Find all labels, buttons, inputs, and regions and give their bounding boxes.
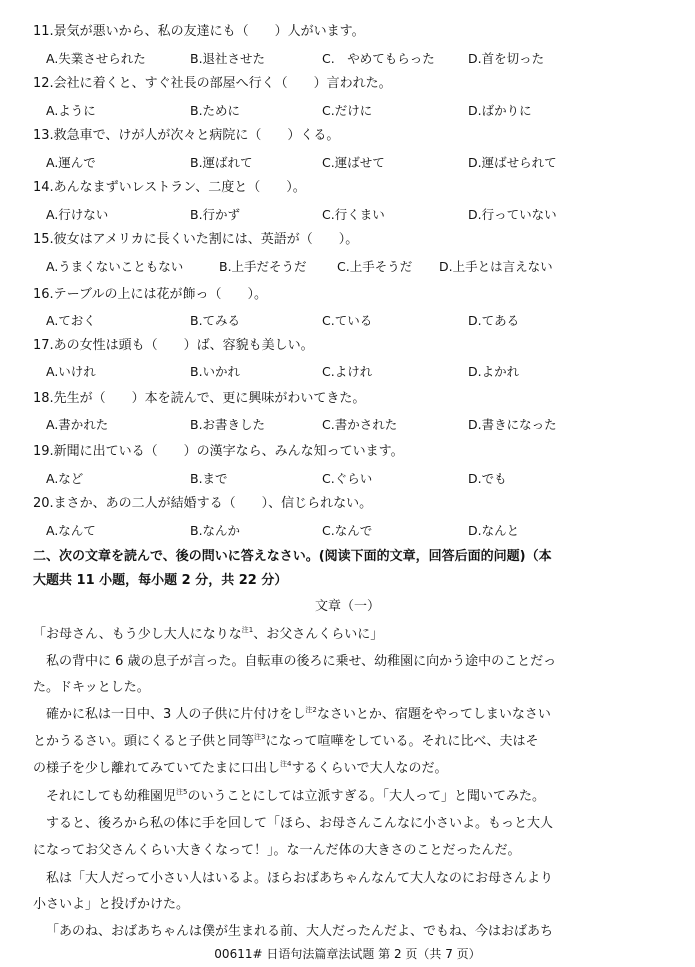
passage-title: 文章（一） [314,599,380,614]
passage-line-1: 「お母さん、もう少し大人になりな$^{注1}$、お父さんくらいに」 [33,626,384,642]
passage-line-10: 私は「大人だって小さい人はいるよ。ほらおばあちゃんなんて大人なのにお母さんより [46,871,554,886]
passage-line-4: 確かに私は一日中、3 人の子供に片付けをし$^{注2}$なさいとか、宿題をやってしまいなさい [46,706,551,722]
question-16: 16.テーブルの上には花が飾っ（ ）。 [33,287,268,302]
option-11-d: D.首を切った [468,51,545,66]
option-18-c: C.書かされた [322,417,398,432]
option-20-d: D.なんと [468,523,520,538]
footnote-3: 注3 [254,733,266,741]
option-14-b: B.行かず [190,207,241,222]
option-11-b: B.退社させた [190,51,266,66]
passage-line-6: の様子を少し離れてみていてたまに口出し$^{注4}$するくらいで大人なのだ。 [33,760,448,776]
question-13: 13.救急車で、けが人が次々と病院に（ ）くる。 [33,128,340,143]
option-19-b: B.まで [190,471,228,486]
option-20-c: C.なんで [322,523,373,538]
option-17-a: A.いけれ [46,364,96,379]
footnote-5: 注5 [176,788,188,796]
page-footer: 00611# 日语句法篇章法试题 第 2 页（共 7 页） [214,947,481,961]
question-14: 14.あんなまずいレストラン、二度と（ ）。 [33,180,306,195]
footnote-1: 注1 [241,626,254,634]
option-18-b: B.お書きした [190,417,266,432]
option-16-a: A.ておく [46,313,96,328]
passage-line-3: た。ドキッとした。 [33,680,150,695]
option-12-b: B.ために [190,103,241,118]
passage-line-12: 「あのね、おばあちゃんは僕が生まれる前、大人だったんだよ、でもね、今はおばあち [46,924,554,939]
option-18-d: D.書きになった [468,417,557,432]
option-14-d: D.行っていない [468,207,557,222]
option-20-b: B.なんか [190,523,241,538]
question-17: 17.あの女性は頭も（ ）ば、容貌も美しい。 [33,338,314,353]
option-19-c: C.ぐらい [322,471,373,486]
question-18: 18.先生が（ ）本を読んで、更に興味がわいてきた。 [33,391,366,406]
option-17-b: B.いかれ [190,364,241,379]
passage-line-9: になってお父さんくらい大きくなって！」。な一んだ体の大きさのことだったんだ。 [33,843,521,858]
option-17-c: C.よけれ [322,364,373,379]
option-15-c: C.上手そうだ [337,259,413,274]
option-17-d: D.よかれ [468,364,520,379]
option-13-a: A.運んで [46,155,96,170]
option-14-a: A.行けない [46,207,109,222]
option-11-c: C. やめてもらった [322,51,435,66]
question-19: 19.新聞に出ている（ ）の漢字なら、みんな知っています。 [33,444,404,459]
option-16-c: C.ている [322,313,373,328]
option-13-b: B.運ばれて [190,155,253,170]
passage-line-8: すると、後ろから私の体に手を回して「ほら、お母さんこんなに小さいよ。もっと大人 [46,816,554,831]
option-11-a: A.失業させられた [46,51,146,66]
option-12-d: D.ばかりに [468,103,532,118]
passage-line-5: とかうるさい。頭にくると子供と同等$^{注3}$になって喧嘩をしている。それに比べ、夫はそ [33,733,539,749]
option-15-b: B.上手だそうだ [219,259,307,274]
option-14-c: C.行くまい [322,207,385,222]
option-15-d: D.上手とは言えない [439,259,553,274]
question-20: 20.まさか、あの二人が結婚する（ ）、信じられない。 [33,496,373,511]
option-13-c: C.運ばせて [322,155,385,170]
option-18-a: A.書かれた [46,417,109,432]
option-16-b: B.てみる [190,313,241,328]
option-19-d: D.でも [468,471,507,486]
section-heading: 二、次の文章を読んで、後の問いに答えなさい。(阅读下面的文章，回答后面的问题)（本 [33,549,552,564]
option-20-a: A.なんて [46,523,96,538]
footnote-2: 注2 [305,706,317,714]
question-15: 15.彼女はアメリカに長くいた割には、英語が（ ）。 [33,232,359,247]
option-12-a: A.ように [46,103,96,118]
option-19-a: A.など [46,471,84,486]
option-15-a: A.うまくないこともない [46,259,184,274]
passage-line-7: それにしても幼稚園児$^{注5}$のいうことにしては立派すぎる。「大人って」と聞いてみた。 [46,788,545,804]
question-11: 11.景気が悪いから、私の友達にも（ ）人がいます。 [33,24,365,39]
passage-line-2: 私の背中に 6 歳の息子が言った。自転車の後ろに乗せ、幼稚園に向かう途中のことだっ [46,654,557,669]
passage-line-11: 小さいよ」と投げかけた。 [33,897,190,912]
option-16-d: D.てある [468,313,520,328]
question-12: 12.会社に着くと、すぐ社長の部屋へ行く（ ）言われた。 [33,76,392,91]
option-13-d: D.運ばせられて [468,155,557,170]
section-heading-cont: 大题共 11 小题，每小题 2 分，共 22 分） [33,573,288,588]
option-12-c: C.だけに [322,103,373,118]
footnote-4: 注4 [280,760,292,768]
